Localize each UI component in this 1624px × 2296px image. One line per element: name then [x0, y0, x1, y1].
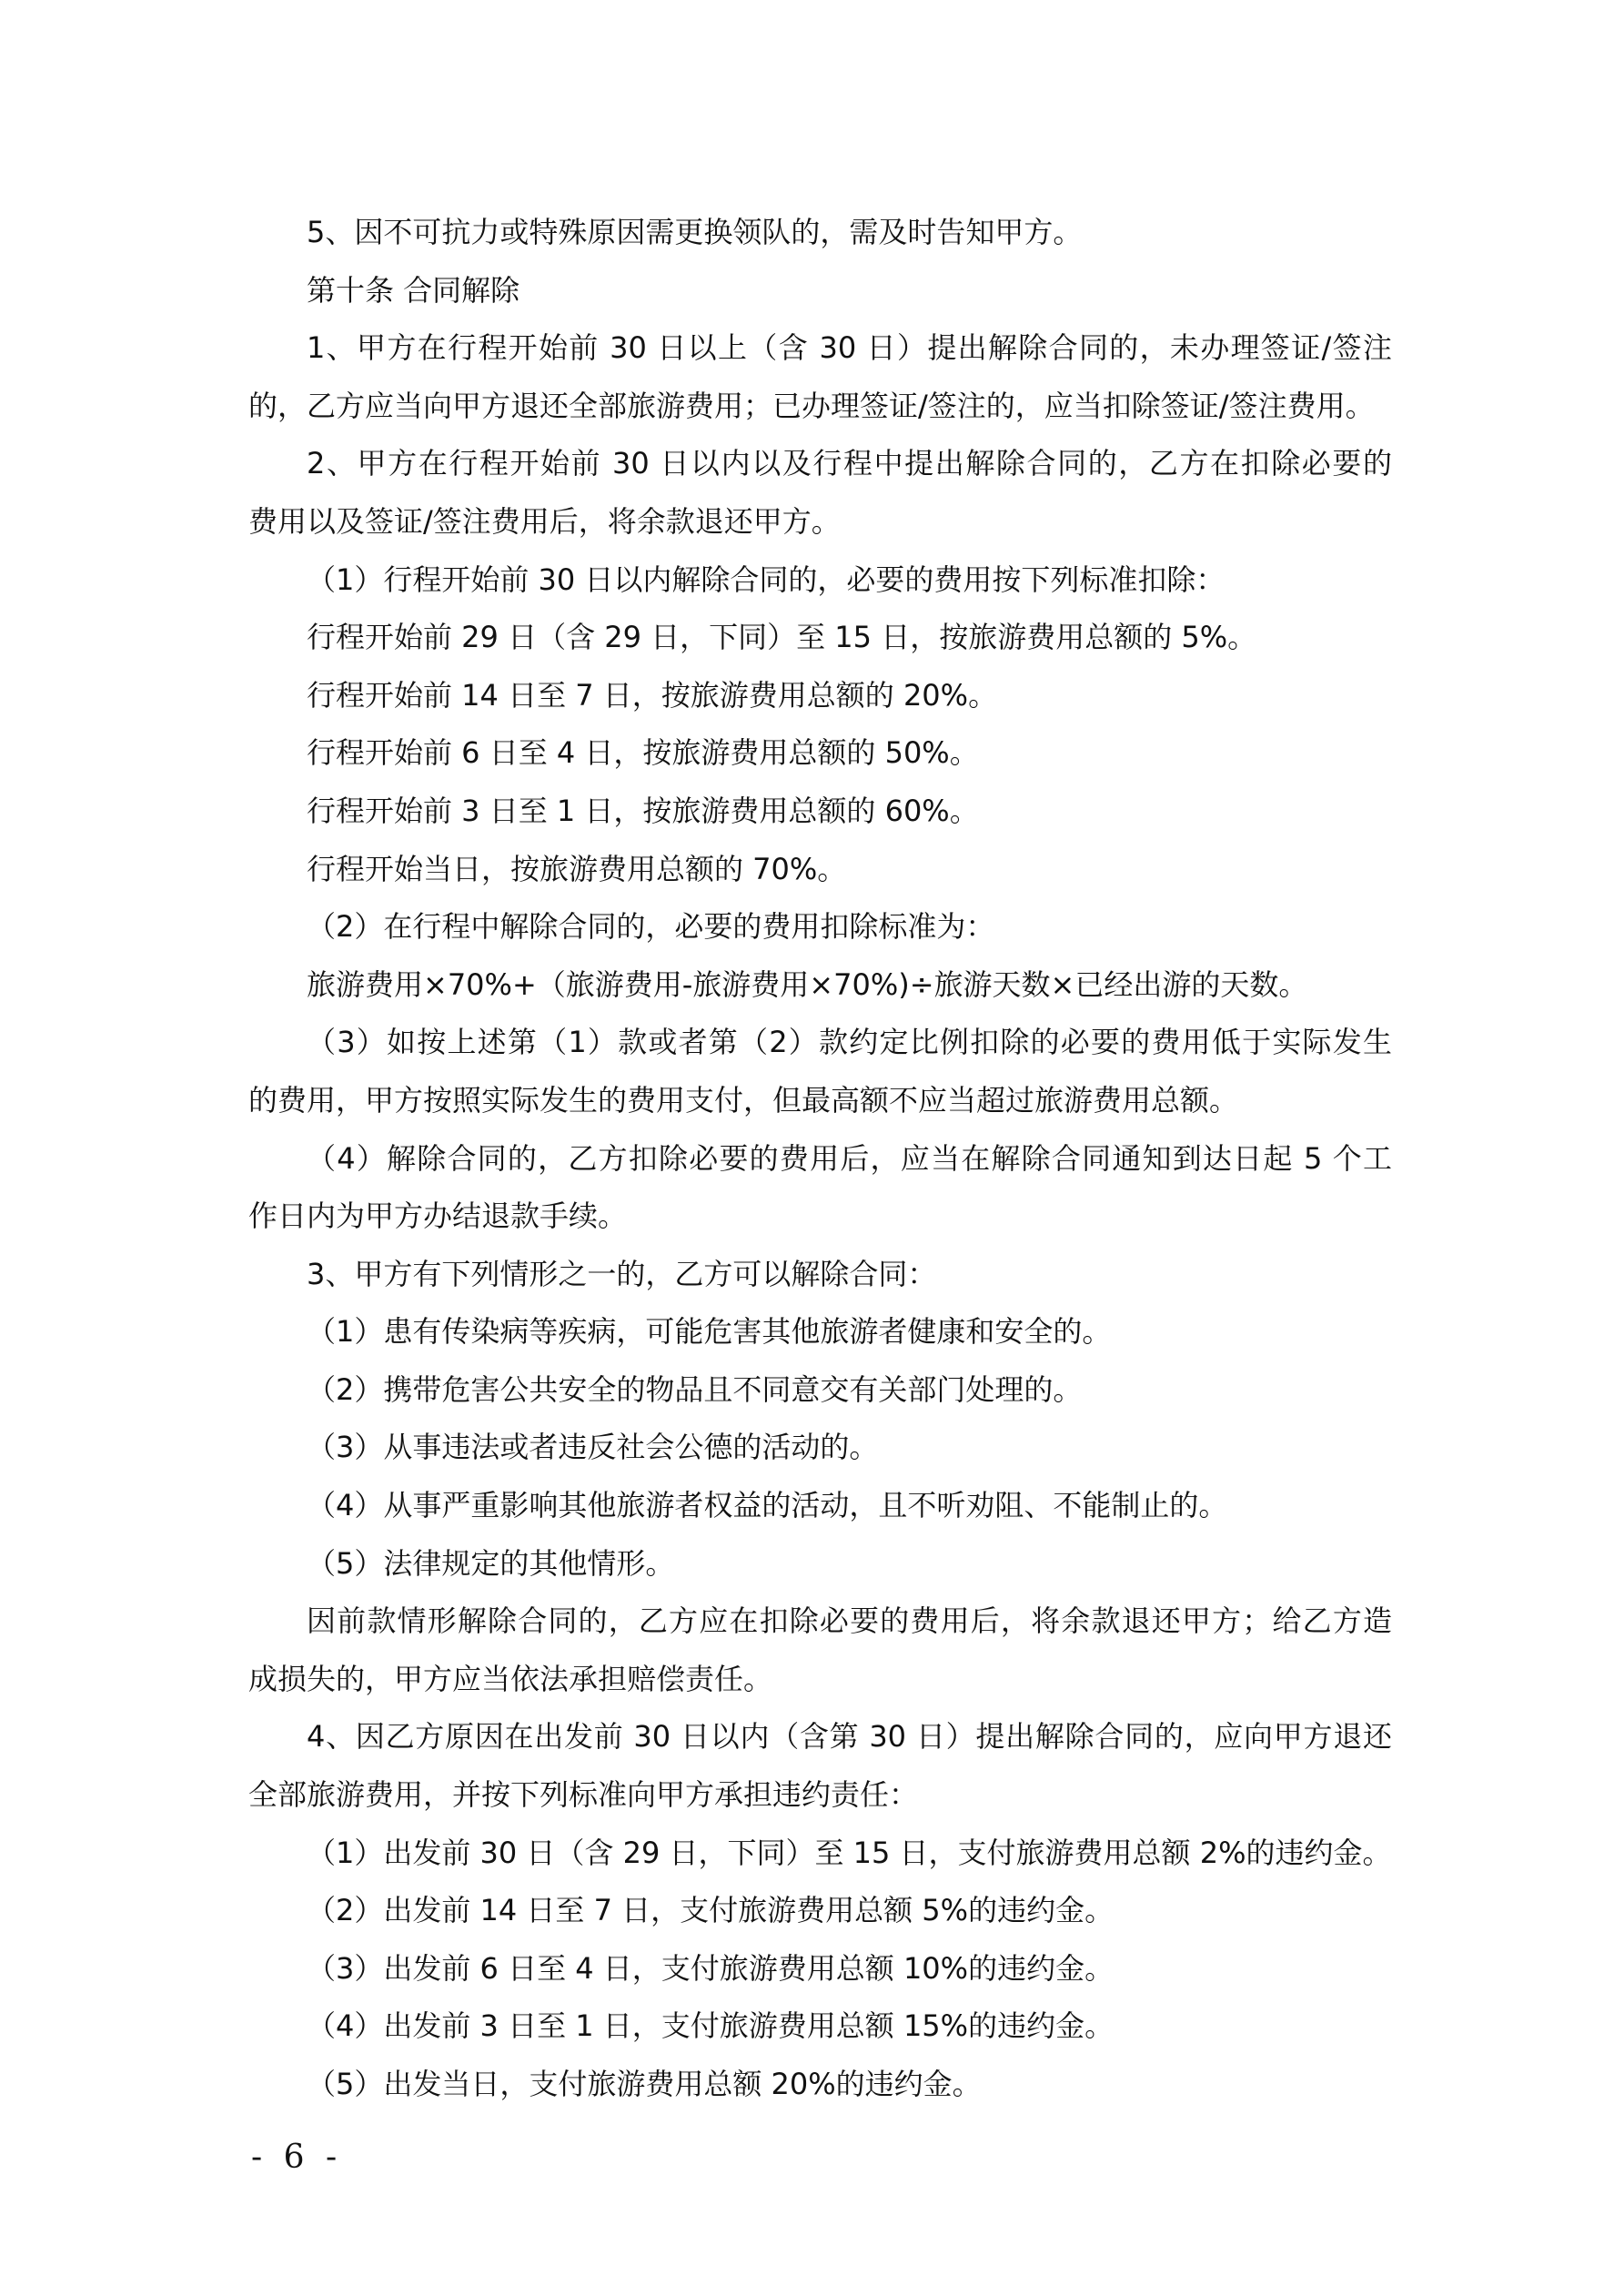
paragraph — [248, 956, 1392, 1015]
paragraph — [248, 841, 1392, 899]
text-line: 2、甲方在行程开始前 30 日以内以及行程中提出解除合同的，乙方在扣除必要的 — [307, 446, 1392, 481]
document-body — [248, 204, 1392, 2114]
text-line: （5）出发当日，支付旅游费用总额 20%的违约金。 — [307, 2067, 982, 2101]
text-line: （4）出发前 3 日至 1 日，支付旅游费用总额 15%的违约金。 — [307, 2008, 1115, 2044]
page-number: - 6 - — [251, 2139, 343, 2176]
text-line: （3）如按上述第（1）款或者第（2）款约定比例扣除的必要的费用低于实际发生 — [307, 1025, 1392, 1060]
paragraph — [248, 783, 1392, 841]
paragraph — [248, 1882, 1392, 1940]
text-line: 全部旅游费用，并按下列标准向甲方承担违约责任： — [248, 1777, 919, 1813]
paragraph — [248, 667, 1392, 725]
text-line: 行程开始前 6 日至 4 日，按旅游费用总额的 50%。 — [307, 735, 979, 771]
text-line: （1）患有传染病等疾病，可能危害其他旅游者健康和安全的。 — [307, 1314, 1112, 1350]
text-line: （1）出发前 30 日（含 29 日，下同）至 15 日，支付旅游费用总额 2%的违约金。 — [307, 1835, 1392, 1870]
text-line: 5、因不可抗力或特殊原因需更换领队的，需及时告知甲方。 — [307, 215, 1083, 249]
paragraph — [248, 262, 1392, 320]
text-line: 费用以及签证/签注费用后，将余款退还甲方。 — [248, 503, 841, 539]
paragraph — [248, 1593, 1392, 1708]
text-line: 行程开始前 14 日至 7 日，按旅游费用总额的 20%。 — [307, 677, 998, 713]
text-line: 作日内为甲方办结退款手续。 — [248, 1199, 628, 1234]
paragraph — [248, 1998, 1392, 2056]
text-line: 行程开始当日，按旅游费用总额的 70%。 — [307, 851, 847, 886]
text-line: （4）从事严重影响其他旅游者权益的活动，且不听劝阻、不能制止的。 — [307, 1488, 1228, 1523]
paragraph — [248, 1303, 1392, 1361]
text-line: 旅游费用×70%+（旅游费用-旅游费用×70%)÷旅游天数×已经出游的天数。 — [307, 966, 1308, 1002]
text-line: （2）出发前 14 日至 7 日，支付旅游费用总额 5%的违约金。 — [307, 1893, 1115, 1928]
paragraph — [248, 204, 1392, 262]
text-line: 行程开始前 3 日至 1 日，按旅游费用总额的 60%。 — [307, 793, 979, 828]
paragraph — [248, 1361, 1392, 1420]
text-line: （2）在行程中解除合同的，必要的费用扣除标准为： — [307, 909, 995, 945]
text-line: （3）出发前 6 日至 4 日，支付旅游费用总额 10%的违约金。 — [307, 1950, 1115, 1986]
paragraph — [248, 551, 1392, 610]
paragraph — [248, 1825, 1392, 1883]
paragraph — [248, 1535, 1392, 1593]
paragraph — [248, 1130, 1392, 1246]
text-line: 成损失的，甲方应当依法承担赔偿责任。 — [248, 1661, 773, 1696]
text-line: （3）从事违法或者违反社会公德的活动的。 — [307, 1430, 879, 1465]
paragraph — [248, 1419, 1392, 1477]
paragraph — [248, 609, 1392, 667]
text-line: 1、甲方在行程开始前 30 日以上（含 30 日）提出解除合同的，未办理签证/签注 — [307, 330, 1392, 366]
paragraph — [248, 1246, 1392, 1304]
text-line: 因前款情形解除合同的，乙方应在扣除必要的费用后，将余款退还甲方；给乙方造 — [307, 1603, 1392, 1639]
text-line: 4、因乙方原因在出发前 30 日以内（含第 30 日）提出解除合同的，应向甲方退还 — [307, 1719, 1392, 1755]
text-line: （2）携带危害公共安全的物品且不同意交有关部门处理的。 — [307, 1371, 1083, 1407]
text-line: 的费用，甲方按照实际发生的费用支付，但最高额不应当超过旅游费用总额。 — [248, 1082, 1239, 1118]
text-line: （5）法律规定的其他情形。 — [307, 1545, 675, 1581]
paragraph — [248, 2056, 1392, 2114]
paragraph — [248, 724, 1392, 783]
paragraph — [248, 1014, 1392, 1129]
text-line: 第十条 合同解除 — [307, 272, 520, 308]
text-line: 3、甲方有下列情形之一的，乙方可以解除合同： — [307, 1256, 937, 1291]
text-line: 行程开始前 29 日（含 29 日，下同）至 15 日，按旅游费用总额的 5%。 — [307, 620, 1257, 655]
paragraph — [248, 898, 1392, 956]
paragraph — [248, 1708, 1392, 1824]
paragraph — [248, 1940, 1392, 1998]
paragraph — [248, 1477, 1392, 1535]
paragraph — [248, 435, 1392, 551]
paragraph — [248, 319, 1392, 435]
text-line: （4）解除合同的，乙方扣除必要的费用后，应当在解除合同通知到达日起 5 个工 — [307, 1140, 1392, 1176]
text-line: 的，乙方应当向甲方退还全部旅游费用；已办理签证/签注的，应当扣除签证/签注费用。 — [248, 388, 1375, 423]
text-line: （1）行程开始前 30 日以内解除合同的，必要的费用按下列标准扣除： — [307, 561, 1226, 597]
